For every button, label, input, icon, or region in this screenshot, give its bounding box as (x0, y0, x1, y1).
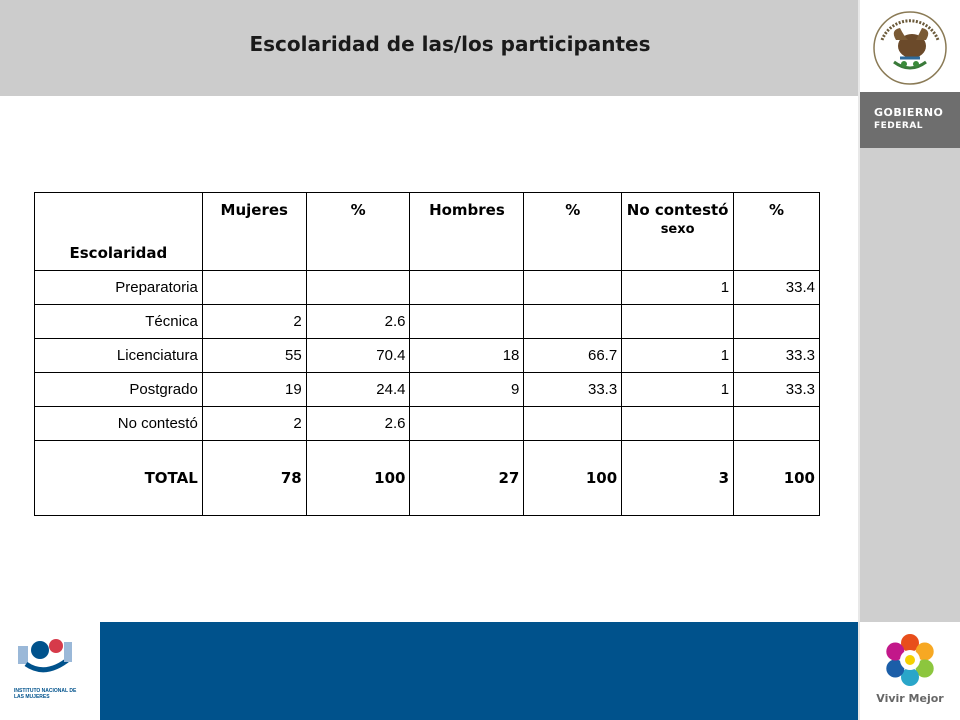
cell-no-contesto (622, 407, 734, 441)
cell-hombres (410, 305, 524, 339)
table-row (35, 305, 820, 339)
cell-pct-hombres: 33.3 (524, 373, 622, 407)
cell-pct-hombres: 66.7 (524, 339, 622, 373)
table-row (35, 373, 820, 407)
row-label: Técnica (35, 305, 203, 339)
federal-label: FEDERAL (874, 121, 924, 131)
cell-pct-mujeres: 24.4 (306, 373, 410, 407)
inmujeres-icon (0, 622, 100, 688)
table-row (35, 271, 820, 305)
header-row (35, 193, 820, 271)
cell-pct-no-contesto (734, 407, 820, 441)
cell-pct-hombres (524, 407, 622, 441)
mexico-seal (860, 0, 960, 92)
row-label: No contestó (35, 407, 203, 441)
total-pct-no-contesto: 100 (734, 441, 820, 516)
total-mujeres: 78 (202, 441, 306, 516)
table-row (35, 407, 820, 441)
row-label: Preparatoria (35, 271, 203, 305)
header-no-contesto-label: No contestó (626, 201, 729, 219)
eagle-seal-icon (860, 0, 960, 92)
cell-pct-mujeres: 70.4 (306, 339, 410, 373)
cell-pct-mujeres: 2.6 (306, 305, 410, 339)
gobierno-label: GOBIERNO (874, 106, 944, 119)
cell-pct-no-contesto (734, 305, 820, 339)
cell-pct-no-contesto: 33.3 (734, 339, 820, 373)
cell-no-contesto (622, 305, 734, 339)
total-row (35, 441, 820, 516)
cell-hombres: 18 (410, 339, 524, 373)
cell-pct-hombres (524, 305, 622, 339)
row-label: Postgrado (35, 373, 203, 407)
cell-no-contesto: 1 (622, 373, 734, 407)
cell-pct-mujeres (306, 271, 410, 305)
cell-mujeres: 2 (202, 407, 306, 441)
cell-mujeres: 55 (202, 339, 306, 373)
header-sexo-label: sexo (660, 222, 695, 237)
header-no-contesto (622, 193, 734, 271)
total-label: TOTAL (35, 441, 203, 516)
header-mujeres: Mujeres (202, 193, 306, 271)
inmujeres-logo (0, 622, 100, 720)
cell-no-contesto: 1 (622, 271, 734, 305)
cell-no-contesto: 1 (622, 339, 734, 373)
cell-mujeres (202, 271, 306, 305)
header-pct-no-contesto: % (734, 193, 820, 271)
escolaridad-table (34, 192, 820, 516)
table-row (35, 339, 820, 373)
cell-pct-mujeres: 2.6 (306, 407, 410, 441)
header-pct-mujeres: % (306, 193, 410, 271)
total-hombres: 27 (410, 441, 524, 516)
total-no-contesto: 3 (622, 441, 734, 516)
cell-pct-hombres (524, 271, 622, 305)
vivir-mejor-label: Vivir Mejor (876, 692, 944, 705)
inmujeres-label: INSTITUTO NACIONAL DE LAS MUJERES (14, 688, 77, 700)
header-pct-hombres: % (524, 193, 622, 271)
cell-hombres: 9 (410, 373, 524, 407)
gobierno-federal-badge (860, 92, 960, 148)
total-pct-hombres: 100 (524, 441, 622, 516)
bottom-bar (100, 622, 858, 720)
cell-hombres (410, 271, 524, 305)
header-hombres: Hombres (410, 193, 524, 271)
cell-hombres (410, 407, 524, 441)
header-escolaridad: Escolaridad (35, 193, 203, 271)
vivir-mejor-flower-icon (860, 622, 960, 690)
total-pct-mujeres: 100 (306, 441, 410, 516)
slide-title: Escolaridad de las/los participantes (249, 32, 651, 56)
cell-pct-no-contesto: 33.3 (734, 373, 820, 407)
cell-pct-no-contesto: 33.4 (734, 271, 820, 305)
cell-mujeres: 19 (202, 373, 306, 407)
vivir-mejor-logo (860, 622, 960, 720)
cell-mujeres: 2 (202, 305, 306, 339)
row-label: Licenciatura (35, 339, 203, 373)
